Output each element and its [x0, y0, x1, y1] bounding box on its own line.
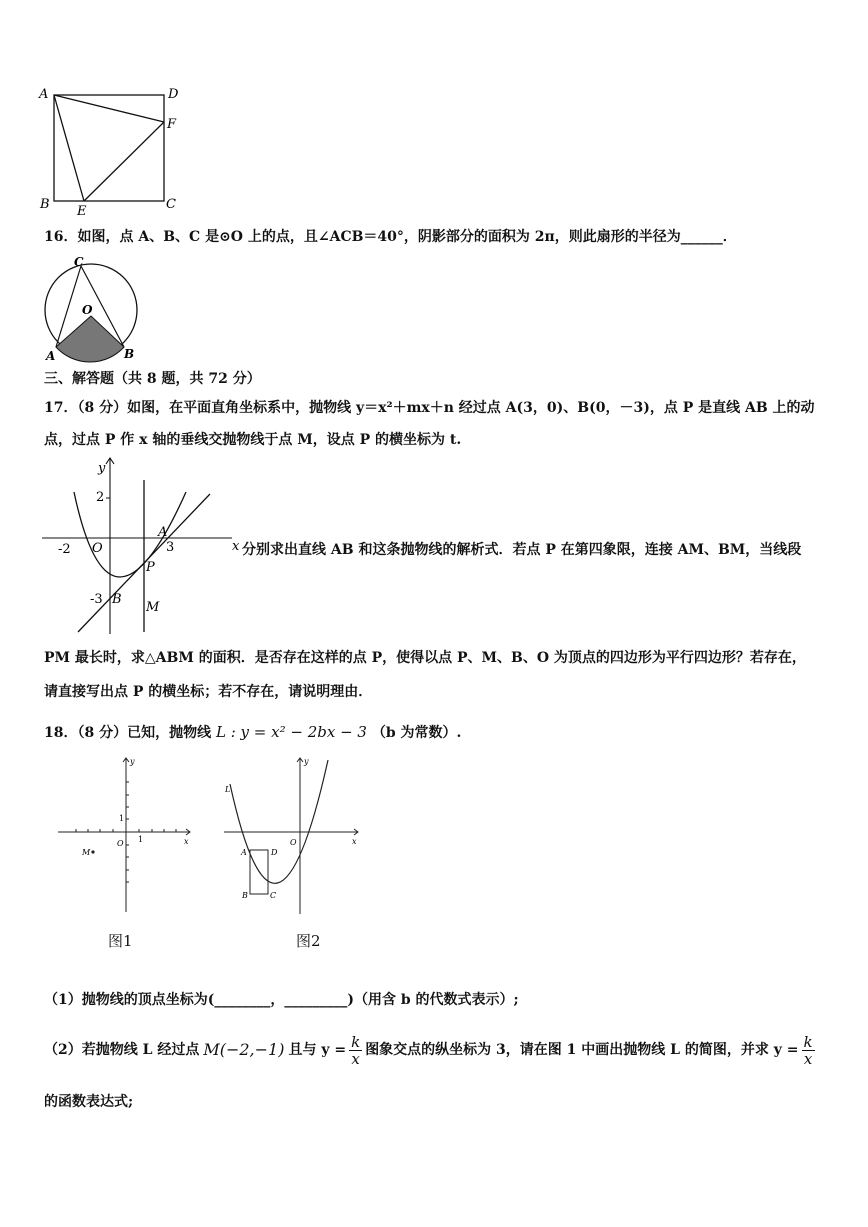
q17-line1: 17．（8 分）如图，在平面直角坐标系中，抛物线 y＝x²＋mx＋n 经过点 A(3，0)、B(0，－3)，点 P 是直线 AB 上的动	[44, 400, 815, 416]
frac1-num: k	[351, 1032, 361, 1051]
frac2-den: x	[803, 1049, 813, 1068]
q17-label-p: P	[146, 560, 155, 575]
q17-side-text: 分别求出直线 AB 和这条抛物线的解析式．若点 P 在第四象限，连接 AM、BM，当线段	[242, 542, 802, 558]
q16-label-o: O	[82, 303, 93, 317]
fig2-label-x: x	[352, 837, 357, 846]
label-f: F	[167, 117, 177, 132]
q16-text: 16．如图，点 A、B、C 是⊙O 上的点，且∠ACB＝40°，阴影部分的面积为 2π，则此扇形的半径为______．	[44, 229, 737, 245]
q18-part2-a: （2）若抛物线 L 经过点	[44, 1042, 200, 1058]
q17-label-3: 3	[166, 540, 175, 555]
frac2-num: k	[803, 1032, 813, 1051]
q18-part2-end: 的函数表达式;	[44, 1094, 134, 1110]
fig1-label-1x: 1	[138, 835, 144, 844]
q18-part2-c: 图象交点的纵坐标为 3，请在图 1 中画出抛物线 L 的简图，并求 y =	[365, 1042, 799, 1058]
q17-line2: 点，过点 P 作 x 轴的垂线交抛物线于点 M，设点 P 的横坐标为 t.	[44, 432, 462, 448]
q18-prefix: 18．（8 分）已知，抛物线	[44, 725, 212, 741]
q17-label-minus2: -2	[58, 542, 71, 557]
q17-line3: PM 最长时，求△ABM 的面积．是否存在这样的点 P，使得以点 P、M、B、O 为顶点的四边形为平行四边形？若存在，	[44, 650, 806, 666]
q16-figure	[36, 254, 146, 366]
fig1-label-1y: 1	[119, 814, 125, 823]
q18-part2-b: 且与 y =	[288, 1042, 347, 1058]
q18-formula: L : y = x² − 2bx − 3	[215, 723, 367, 741]
label-d: D	[168, 87, 179, 102]
q17-label-o: O	[92, 541, 103, 556]
q17-label-b: B	[112, 592, 122, 607]
q18-part2	[44, 1030, 815, 1070]
fig2-label-l: L	[225, 785, 231, 794]
fig2-label-b: B	[242, 891, 248, 900]
q17-label-a: A	[158, 525, 168, 540]
q18-fraction-1	[349, 1034, 362, 1067]
q17-figure	[36, 452, 246, 642]
q17-label-y: y	[98, 461, 106, 476]
q17-label-m: M	[146, 600, 160, 615]
q18-part1: （1）抛物线的顶点坐标为(________，_________)（用含 b 的代数式表示）;	[44, 992, 519, 1008]
q18-heading	[44, 722, 461, 743]
q18-fraction-2	[802, 1034, 815, 1067]
fig1-label-o: O	[117, 839, 124, 848]
fig2-label-y: y	[304, 757, 309, 766]
fig1-caption: 图1	[108, 932, 133, 950]
q16-label-b: B	[124, 347, 135, 361]
q16-label-c: C	[74, 255, 84, 269]
q18-suffix: （b 为常数）.	[371, 725, 462, 741]
fig2-label-a: A	[241, 848, 247, 857]
fig1-label-y: y	[130, 757, 135, 766]
section-heading: 三、解答题（共 8 题，共 72 分）	[44, 371, 261, 387]
q17-label-x: x	[232, 539, 240, 554]
label-e: E	[77, 204, 87, 219]
frac1-den: x	[351, 1049, 360, 1068]
q16-label-a: A	[46, 349, 56, 363]
fig2-label-o: O	[290, 838, 297, 847]
fig2-label-c: C	[270, 891, 277, 900]
label-b: B	[40, 197, 50, 212]
label-a: A	[39, 87, 49, 102]
fig2-label-d: D	[271, 848, 278, 857]
q18-figure1	[52, 752, 202, 922]
q18-figure2	[218, 752, 368, 922]
fig1-label-m: M	[82, 848, 91, 857]
q17-label-2: 2	[96, 490, 105, 505]
fig1-label-x: x	[184, 837, 189, 846]
fig2-caption: 图2	[296, 932, 321, 950]
q17-label-minus3: -3	[90, 592, 103, 607]
q18-part2-point: M(−2,−1)	[203, 1040, 285, 1059]
q15-figure	[36, 80, 186, 220]
q17-line4: 请直接写出点 P 的横坐标；若不存在，请说明理由．	[44, 684, 373, 700]
label-c: C	[166, 197, 176, 212]
